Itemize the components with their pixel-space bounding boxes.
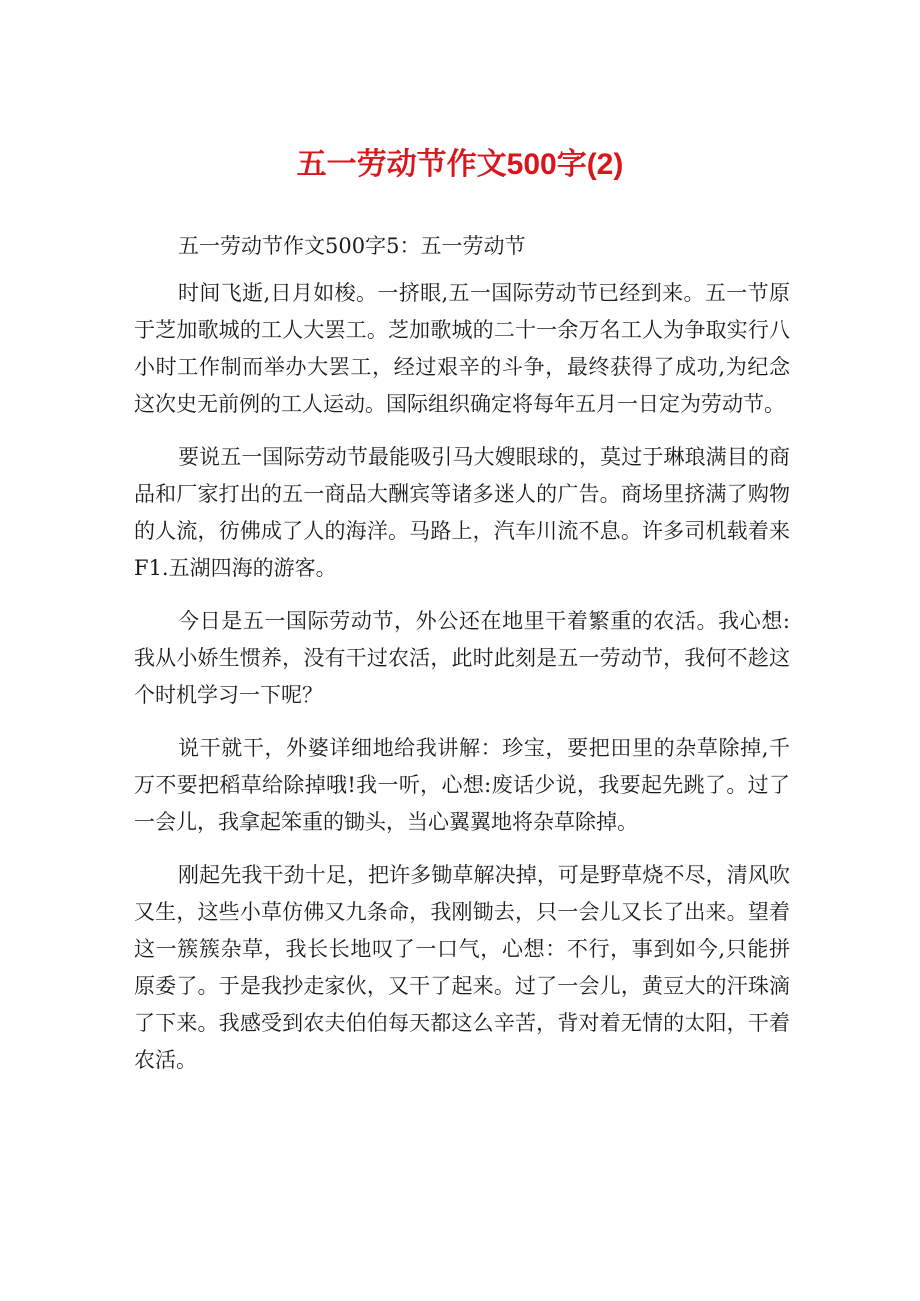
paragraph-3: 今日是五一国际劳动节，外公还在地里干着繁重的农活。我心想:我从小娇生惯养，没有干过农活，此时此刻是五一劳动节，我何不趁这个时机学习一下呢？ xyxy=(134,609,790,707)
paragraph-4: 说干就干，外婆详细地给我讲解：珍宝，要把田里的杂草除掉,千万不要把稻草给除掉哦!我一听，心想:废话少说，我要起先跳了。过了一会儿，我拿起笨重的锄头，当心翼翼地将杂草除掉。 xyxy=(134,736,790,834)
article-body xyxy=(134,228,790,1095)
article-subtitle: 五一劳动节作文500字5：五一劳动节 xyxy=(178,234,526,258)
paragraph-2: 要说五一国际劳动节最能吸引马大嫂眼球的，莫过于琳琅满目的商品和厂家打出的五一商品大酬宾等诸多迷人的广告。商场里挤满了购物的人流，彷佛成了人的海洋。马路上，汽车川流不息。许多司机载着来F1.五湖四海的游客。 xyxy=(134,445,790,580)
paragraph-1: 时间飞逝,日月如梭。一挤眼,五一国际劳动节已经到来。五一节原于芝加歌城的工人大罢工。芝加歌城的二十一余万名工人为争取实行八小时工作制而举办大罢工，经过艰辛的斗争，最终获得了成功,为纪念这次史无前例的工人运动。国际组织确定将每年五月一日定为劳动节。 xyxy=(134,281,790,416)
paragraph-5: 刚起先我干劲十足，把许多锄草解决掉，可是野草烧不尽，清风吹又生，这些小草仿佛又九条命，我刚锄去，只一会儿又长了出来。望着这一簇簇杂草，我长长地叹了一口气，心想：不行，事到如今,只能拼原委了。于是我抄走家伙，又干了起来。过了一会儿，黄豆大的汗珠滴了下来。我感受到农夫伯伯每天都这么辛苦，背对着无情的太阳，干着农活。 xyxy=(134,863,790,1072)
page-title: 五一劳动节作文500字(2) xyxy=(296,148,624,181)
